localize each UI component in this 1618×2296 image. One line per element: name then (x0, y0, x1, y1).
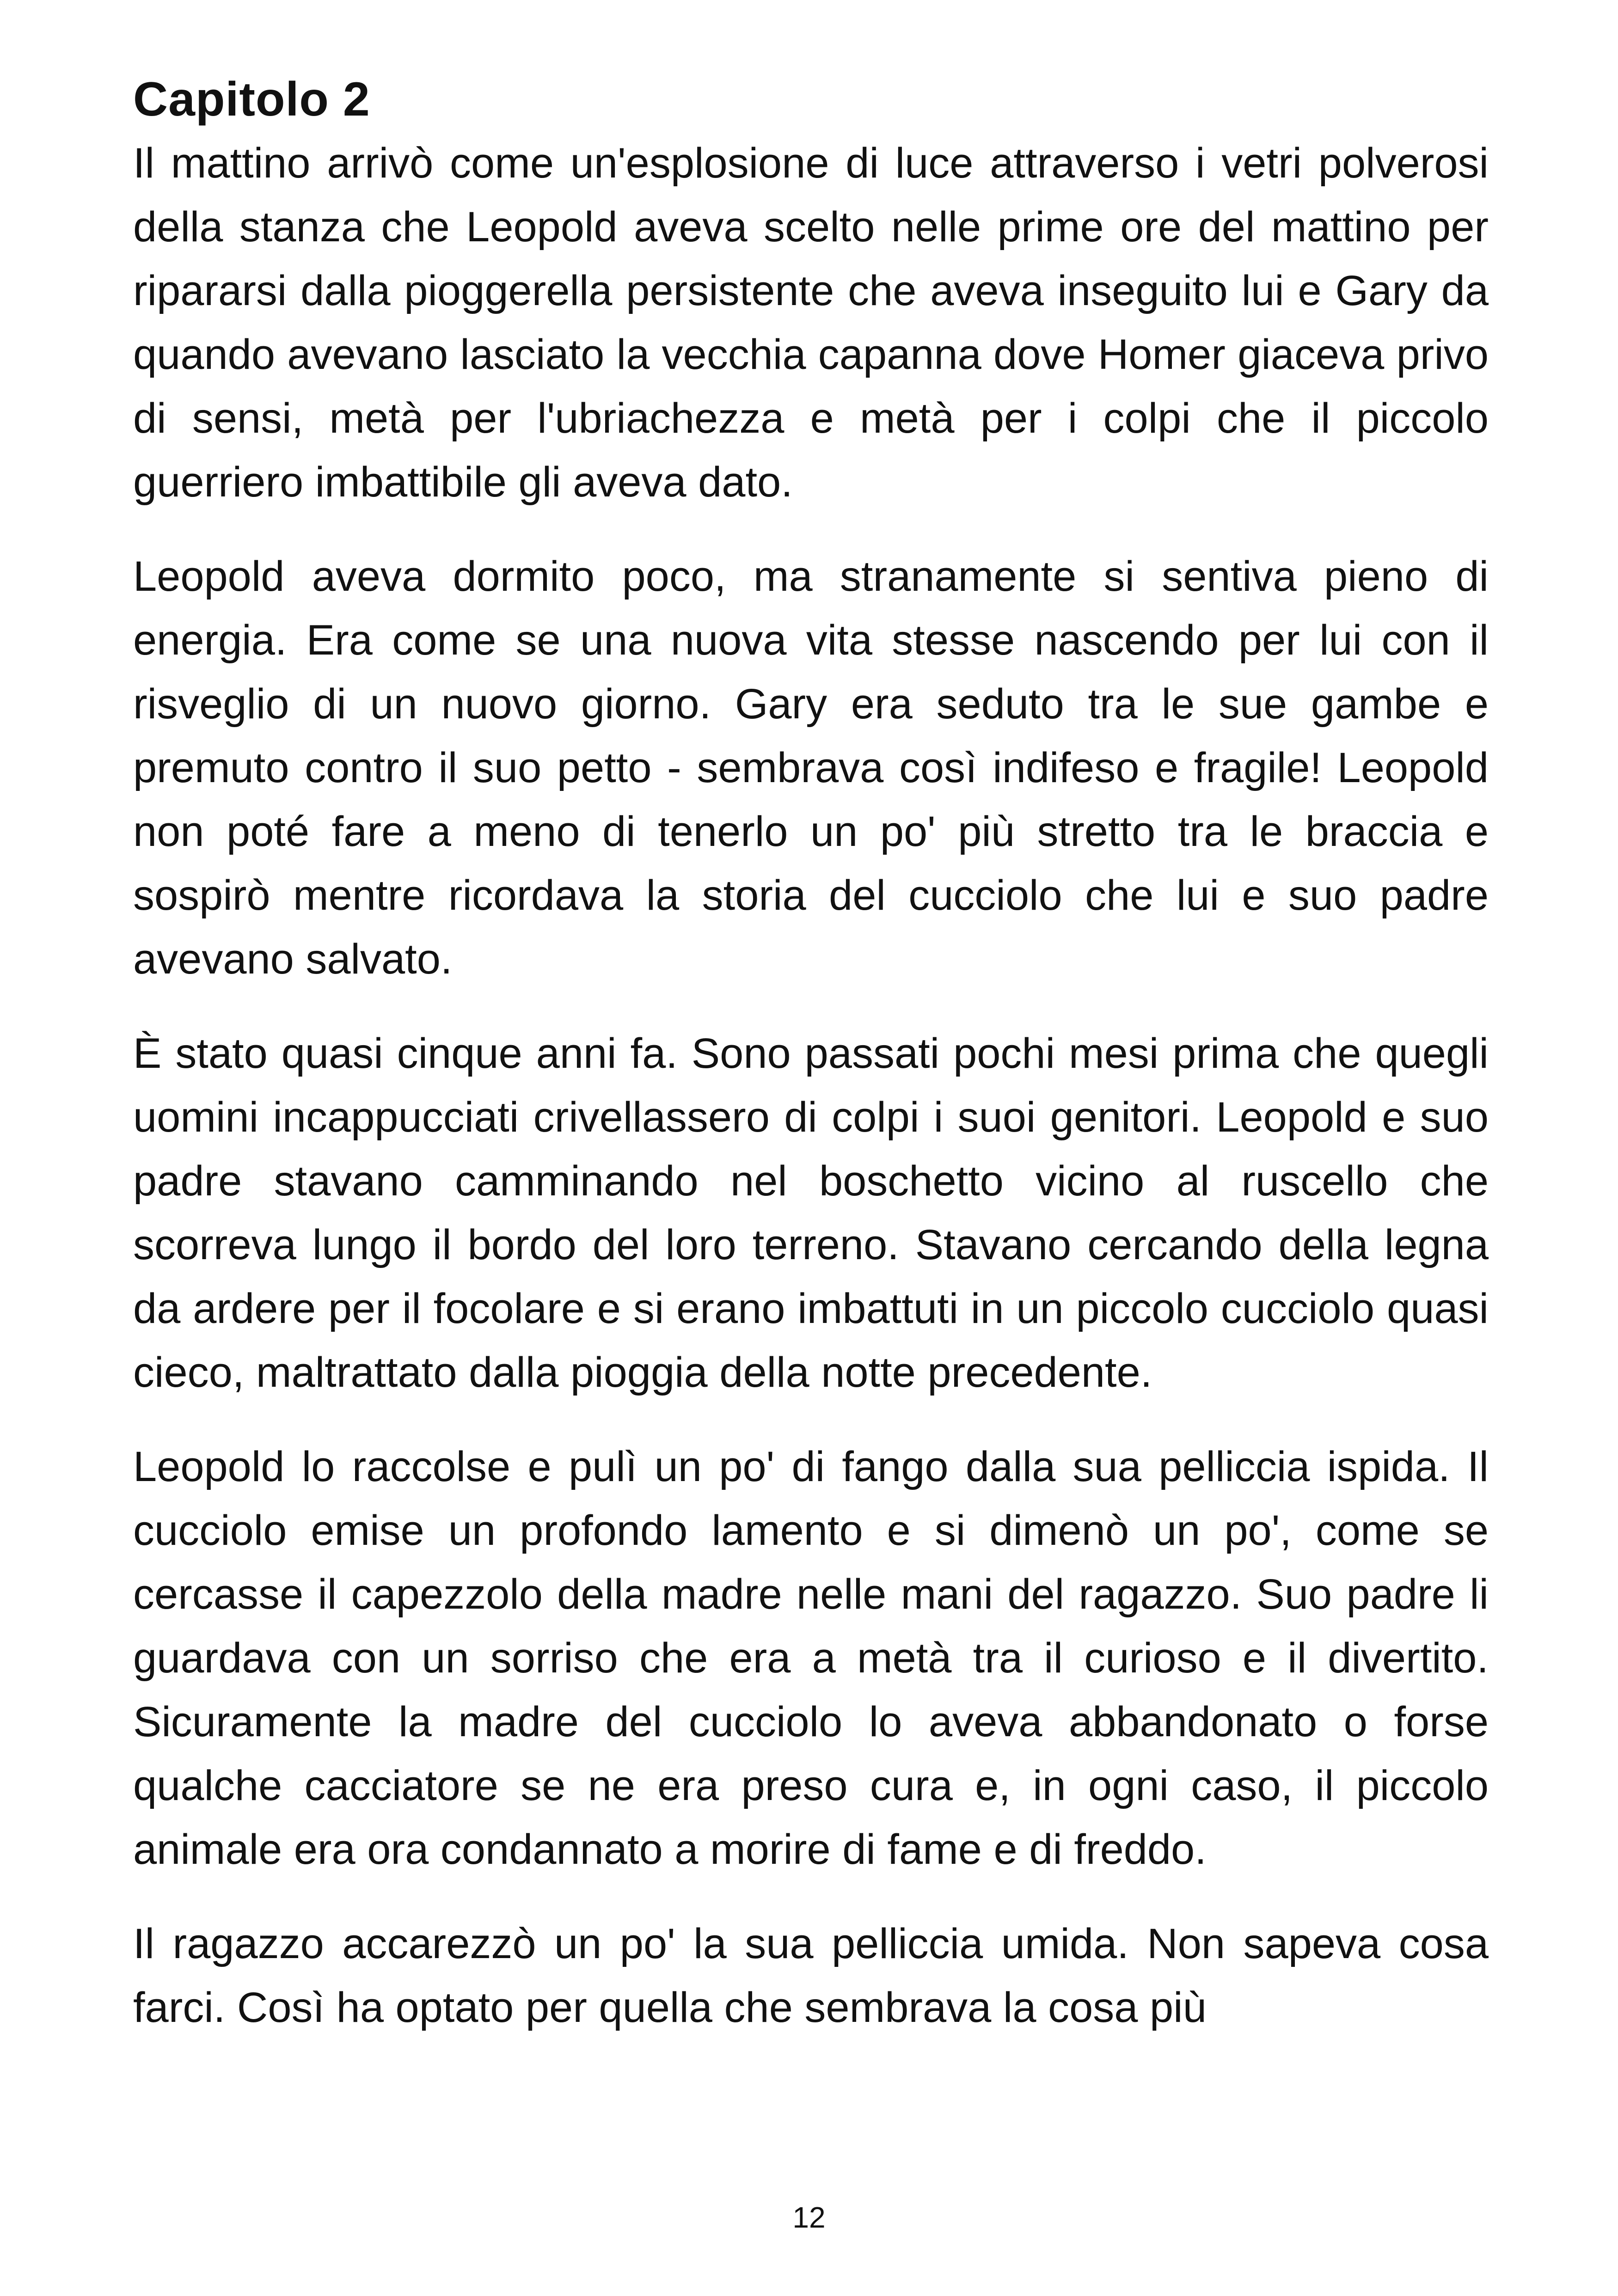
page-number: 12 (792, 2201, 826, 2234)
paragraph-5: Il ragazzo accarezzò un po' la sua pelliccia umida. Non sapeva cosa farci. Così ha optato per quella che sembrava la cosa più (133, 1920, 1489, 2031)
page-body (133, 69, 1489, 2070)
paragraph-3: È stato quasi cinque anni fa. Sono passati pochi mesi prima che quegli uomini incappucciati crivellassero di colpi i suoi genitori. Leopold e suo padre stavano camminando nel boschetto vicino al ruscello che scorreva lungo il bordo del loro terreno. Stavano cercando della legna da ardere per il focolare e si erano imbattuti in un piccolo cucciolo quasi cieco, maltrattato dalla pioggia della notte precedente. (133, 1030, 1489, 1396)
paragraph-2: Leopold aveva dormito poco, ma stranamente si sentiva pieno di energia. Era come se una nuova vita stesse nascendo per lui con il risveglio di un nuovo giorno. Gary era seduto tra le sue gambe e premuto contro il suo petto - sembrava così indifeso e fragile! Leopold non poté fare a meno di tenerlo un po' più stretto tra le braccia e sospirò mentre ricordava la storia del cucciolo che lui e suo padre avevano salvato. (133, 553, 1489, 983)
paragraph-4: Leopold lo raccolse e pulì un po' di fango dalla sua pelliccia ispida. Il cucciolo emise un profondo lamento e si dimenò un po', come se cercasse il capezzolo della madre nelle mani del ragazzo. Suo padre li guardava con un sorriso che era a metà tra il curioso e il divertito. Sicuramente la madre del cucciolo lo aveva abbandonato o forse qualche cacciatore se ne era preso cura e, in ogni caso, il piccolo animale era ora condannato a morire di fame e di freddo. (133, 1443, 1489, 1873)
chapter-title: Capitolo 2 (133, 73, 370, 126)
paragraph-1: Il mattino arrivò come un'esplosione di luce attraverso i vetri polverosi della stanza che Leopold aveva scelto nelle prime ore del mattino per ripararsi dalla pioggerella persistente che aveva inseguito lui e Gary da quando avevano lasciato la vecchia capanna dove Homer giaceva privo di sensi, metà per l'ubriachezza e metà per i colpi che il piccolo guerriero imbattibile gli aveva dato. (133, 140, 1489, 506)
